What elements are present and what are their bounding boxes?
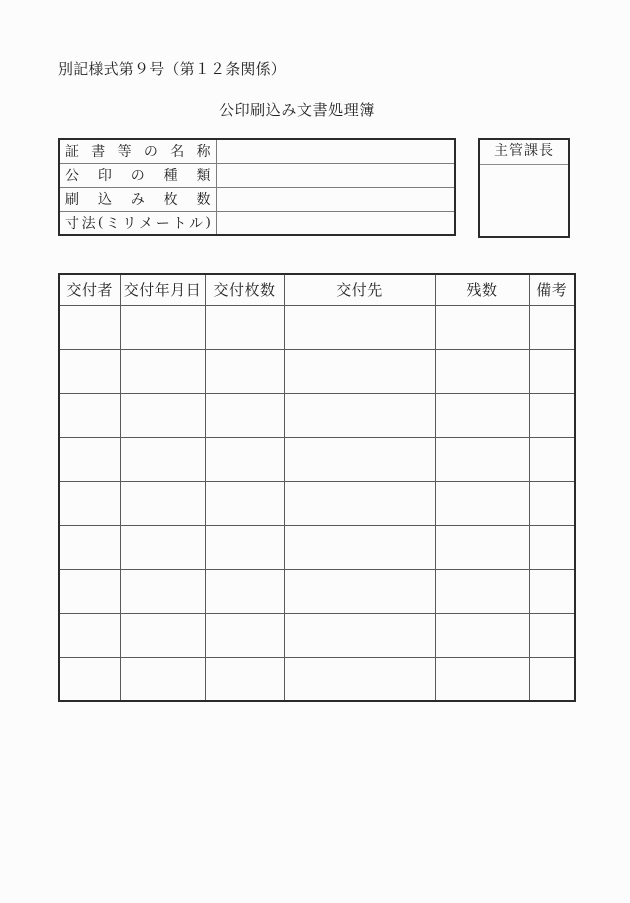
register-cell: [435, 393, 529, 437]
info-row-dimensions: [59, 211, 455, 235]
register-cell: [529, 613, 575, 657]
info-table: [58, 138, 456, 236]
register-cell: [120, 349, 205, 393]
register-cell: [120, 525, 205, 569]
register-cell: [205, 657, 284, 701]
register-cell: [205, 481, 284, 525]
info-label: 証 書 等 の 名 称: [65, 145, 211, 161]
register-cell: [435, 613, 529, 657]
col-header-remarks: 備考: [529, 274, 575, 305]
register-cell: [120, 569, 205, 613]
info-value-cell: [216, 163, 455, 187]
register-table: [58, 273, 576, 702]
register-cell: [120, 393, 205, 437]
col-header-issuer: 交付者: [59, 274, 120, 305]
register-row: [59, 305, 575, 349]
register-cell: [284, 481, 435, 525]
info-label: 寸 法 ( ミ リ メ ー ト ル ): [65, 214, 211, 232]
register-cell: [435, 569, 529, 613]
info-label-cell: [59, 187, 216, 211]
register-cell: [284, 569, 435, 613]
register-cell: [435, 349, 529, 393]
register-cell: [120, 305, 205, 349]
register-cell: [120, 481, 205, 525]
info-row-seal-type: [59, 163, 455, 187]
register-header-row: [59, 274, 575, 305]
col-header-recipient: 交付先: [284, 274, 435, 305]
register-row: [59, 437, 575, 481]
info-row-certificate-name: [59, 139, 455, 163]
register-cell: [59, 349, 120, 393]
register-cell: [284, 657, 435, 701]
register-cell: [59, 305, 120, 349]
form-title-wrap: [58, 101, 536, 121]
register-row: [59, 393, 575, 437]
register-cell: [205, 613, 284, 657]
register-cell: [205, 305, 284, 349]
register-cell: [529, 569, 575, 613]
register-cell: [529, 393, 575, 437]
form-title: 公印刷込み文書処理簿: [218, 103, 375, 119]
info-value-cell: [216, 139, 455, 163]
register-cell: [435, 525, 529, 569]
register-row: [59, 569, 575, 613]
register-cell: [205, 349, 284, 393]
register-cell: [284, 349, 435, 393]
register-cell: [284, 305, 435, 349]
register-cell: [435, 437, 529, 481]
info-label: 刷 込 み 枚 数: [65, 193, 211, 208]
register-cell: [529, 657, 575, 701]
register-cell: [529, 481, 575, 525]
register-cell: [284, 613, 435, 657]
approval-stamp-box: [478, 138, 570, 238]
register-row: [59, 613, 575, 657]
register-cell: [59, 393, 120, 437]
info-label: 公 印 の 種 類: [65, 169, 211, 184]
approval-box-title: 主管課長: [480, 140, 568, 165]
register-cell: [120, 657, 205, 701]
register-cell: [435, 481, 529, 525]
register-cell: [529, 349, 575, 393]
register-cell: [59, 525, 120, 569]
register-cell: [59, 437, 120, 481]
register-row: [59, 657, 575, 701]
register-cell: [120, 437, 205, 481]
info-label-cell: [59, 211, 216, 235]
register-cell: [205, 525, 284, 569]
register-cell: [529, 305, 575, 349]
register-cell: [284, 437, 435, 481]
register-cell: [435, 305, 529, 349]
col-header-remaining: 残数: [435, 274, 529, 305]
col-header-issued-sheets: 交付枚数: [205, 274, 284, 305]
register-cell: [59, 569, 120, 613]
register-cell: [529, 437, 575, 481]
register-cell: [59, 481, 120, 525]
register-cell: [205, 569, 284, 613]
info-value-cell: [216, 211, 455, 235]
register-cell: [529, 525, 575, 569]
info-label-cell: [59, 139, 216, 163]
register-cell: [205, 393, 284, 437]
register-row: [59, 525, 575, 569]
approval-stamp-space: [480, 165, 568, 236]
info-value-cell: [216, 187, 455, 211]
register-cell: [120, 613, 205, 657]
register-cell: [59, 613, 120, 657]
register-cell: [59, 657, 120, 701]
register-row: [59, 481, 575, 525]
register-row: [59, 349, 575, 393]
info-row-print-count: [59, 187, 455, 211]
col-header-issue-date: 交付年月日: [120, 274, 205, 305]
register-cell: [435, 657, 529, 701]
register-cell: [205, 437, 284, 481]
register-cell: [284, 393, 435, 437]
info-label-cell: [59, 163, 216, 187]
form-number-line: 別記様式第９号（第１２条関係）: [58, 62, 287, 78]
register-cell: [284, 525, 435, 569]
